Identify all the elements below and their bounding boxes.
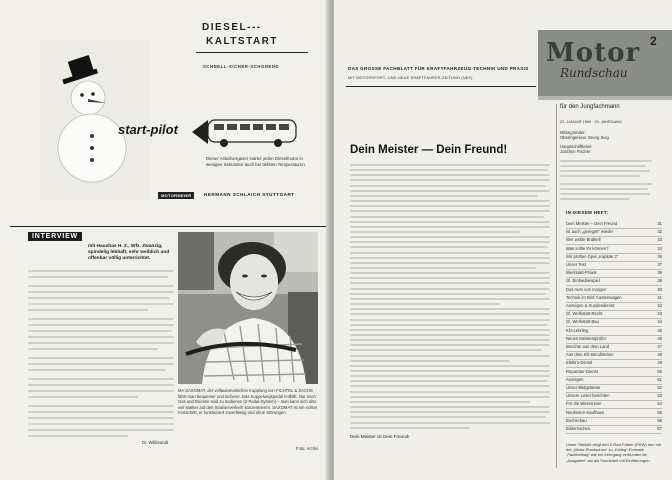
- staff-line-1: Mitbegründer:: [560, 130, 586, 135]
- article-text-line: [350, 401, 530, 403]
- article-text-line: [350, 216, 544, 218]
- toc-item-title: Anzeigen: [566, 376, 584, 382]
- toc-item-page: 40: [657, 286, 662, 292]
- article-text-line: [350, 288, 550, 290]
- ad-copy: Dieser Anlaßvergaser startet jeden Dieselmotor in wenigen Sekunden auch bei tiefsten Temperaturen: [206, 156, 305, 167]
- article-text-line: [350, 370, 550, 372]
- toc-item-title: Unsere Leser berichten: [566, 393, 610, 399]
- article-text-line: [350, 236, 550, 238]
- masthead-kicker-2: MIT MOTORSPORT- UND NEUE KRAFTFAHRER-ZEITUNG (NKZ): [348, 76, 473, 80]
- toc-item-title: Elektro-Dienst: [566, 360, 593, 366]
- article-text-line: [350, 252, 550, 254]
- column-divider: [556, 104, 557, 468]
- section-rule: [10, 226, 326, 227]
- toc-item-title: Wir prüften Opel „Kapitän 2“: [566, 253, 619, 259]
- toc-item[interactable]: [566, 425, 662, 434]
- article-text-line: [350, 200, 550, 202]
- ad-company: HERMANN SCHLAICH STUTTGART: [204, 192, 295, 197]
- toc-item-title: Dein Meister – Dein Freund: [566, 221, 618, 226]
- article-text-line: [350, 385, 550, 387]
- toc-item-title: Kfz-Lehrling: [566, 327, 589, 333]
- article-text-line: [350, 303, 500, 305]
- toc-item-title: Reparatur-Dienst: [566, 368, 598, 374]
- article-text-line: [350, 241, 550, 243]
- article-text-line: [350, 221, 550, 223]
- article-text-line: [350, 416, 546, 418]
- article-text-line: [350, 205, 550, 207]
- toc-item-page: 31: [657, 221, 662, 226]
- interview-author: Dr. Willibrandt: [142, 440, 169, 445]
- toc-item-title: Berichte aus dem Land: [566, 344, 610, 349]
- masthead-strip: [538, 96, 672, 100]
- toc-item-page: 38: [657, 270, 662, 276]
- article-text-line: [350, 293, 546, 295]
- toc-item-page: 55: [657, 409, 662, 415]
- article-text-line: [350, 396, 550, 398]
- article-text-line: [350, 257, 550, 259]
- article-text-line: [350, 334, 550, 336]
- article-text-line: [350, 308, 550, 310]
- toc-item-title: Unser Bildgebieter: [566, 385, 601, 390]
- toc-item-page: 46: [657, 335, 662, 341]
- ad-product-name: start-pilot: [118, 122, 178, 137]
- toc-item-page: 50: [657, 368, 662, 374]
- staff-line-3: Hauptschriftleiter:: [560, 143, 593, 149]
- article-text-line: [350, 246, 548, 248]
- toc-item-title: Wer wollte Bratkell: [566, 237, 601, 243]
- toc-item-page: 52: [657, 385, 662, 390]
- issue-date: 22. JANUAR 1959 · 25. JAHRGANG: [560, 120, 622, 124]
- toc-item-page: 53: [657, 393, 662, 399]
- article-text-line: [350, 391, 550, 393]
- interview-lede: mit Haushas H. Z., Wfz. Zwanzig, spindelig lebhaft, sehr weiblich und offenbar völlig unterrichtet.: [88, 244, 170, 261]
- masthead-logo: Motor: [546, 38, 641, 68]
- toc-heading: IN DIESEM HEFT:: [566, 210, 609, 215]
- article-text-line: [350, 272, 550, 274]
- article-text-line: [350, 344, 550, 346]
- toc-item-title: Unser Test: [566, 262, 586, 267]
- article-text-line: [350, 355, 550, 357]
- toc-item-title: Bildersuchen: [566, 426, 591, 431]
- article-text-line: [350, 282, 550, 284]
- article-text-line: [350, 339, 550, 341]
- toc-item-page: 41: [657, 294, 662, 300]
- toc-item-page: 33: [657, 237, 662, 243]
- article-text-line: [350, 210, 550, 212]
- masthead-logo-sub: Rundschau: [560, 66, 628, 80]
- toc-item-page: 45: [657, 327, 662, 333]
- toc-item-title: Gl. Werkstatt-Bau: [566, 319, 599, 325]
- masthead-kicker: DAS GROSSE FACHBLATT FÜR KRAFTFAHRZEUG-TECHNIK UND PRAXIS: [348, 66, 529, 71]
- toc-item-page: 42: [657, 303, 662, 308]
- toc-item-page: 43: [657, 311, 662, 317]
- article-text-line: [350, 169, 548, 171]
- article-text-line: [350, 179, 550, 181]
- article-headline: Dein Meister — Dein Freund!: [350, 144, 508, 156]
- toc-item-page: 37: [657, 262, 662, 267]
- article-text-line: [350, 360, 510, 362]
- toc-item-title: Neuheiten-Kaufhaus: [566, 409, 605, 415]
- toc-item-title: Buchschau: [566, 417, 587, 423]
- article-text-line: [350, 262, 550, 264]
- article-text-line: [350, 406, 550, 408]
- toc-item-title: Das Auto von morgen: [566, 286, 607, 292]
- article-text-line: [350, 174, 550, 176]
- article-text-line: [350, 195, 538, 197]
- article-text-line: [350, 226, 550, 228]
- article-text-line: [350, 427, 470, 429]
- toc-item-title: Aus dem Kfz-Berufsleben: [566, 352, 614, 358]
- toc-item-page: 57: [657, 426, 662, 431]
- toc-item-page: 34: [657, 245, 662, 251]
- toc-item-page: 32: [657, 229, 662, 235]
- article-text-line: [350, 329, 550, 331]
- toc-item-page: 49: [657, 360, 662, 366]
- kicker-rule: [346, 86, 536, 87]
- toc-item-title: Anzeigen & Kundendienst: [566, 303, 615, 308]
- photo-caption: MA SAXOMAT, der vollautomatischen Kupplung von FICHTEL & SACHS, fährt man bequemer und sicherer. Das Kuppelungspedal entfällt. Nur noch Gas und Bremse sind zu bedienen (2-Pedal-System) – man kann sich also viel stärker auf den Straßenverkehr konzentrieren. SAXOMAT ist ein echter Fortschritt, er funktioniert zuverlässig und ohne Störungen.: [178, 388, 318, 416]
- woman-photo: [178, 232, 318, 384]
- toc-item-title: Ist auch „geregelt“ wieder: [566, 229, 614, 235]
- toc-item-page: 47: [657, 344, 662, 349]
- article-text-line: [350, 324, 548, 326]
- masthead-subtitle: für den Jungfachmann: [560, 104, 620, 110]
- article-text-line: [350, 190, 550, 192]
- right-page: [334, 0, 672, 480]
- toc-item-title: Neues Meistersprüfer: [566, 335, 607, 341]
- ad-rule: [196, 52, 308, 53]
- ad-headline-2: KALTSTART: [206, 36, 279, 47]
- snowman-illustration: [40, 40, 150, 200]
- ad-headline-1: DIESEL---: [202, 22, 262, 33]
- toc-item-page: 36: [657, 253, 662, 259]
- article-text-line: [350, 380, 548, 382]
- article-text-line: [350, 313, 550, 315]
- bus-illustration: [192, 114, 300, 150]
- toc-item-title: Gl. Werkstatt-Recht: [566, 311, 603, 317]
- article-closing: Dein Meister ist Dein Freund!: [350, 434, 410, 439]
- article-text-line: [350, 422, 550, 424]
- staff-line-2: Oberingenieur Georg Sieg: [560, 135, 609, 141]
- toc-item-title: Technik im Bild: Kastenwagen: [566, 294, 622, 300]
- toc-item-title: Für die Winterreise: [566, 401, 602, 407]
- left-page: [0, 0, 333, 480]
- toc-item-page: 48: [657, 352, 662, 358]
- staff-box: [560, 130, 660, 155]
- toc-item-title: Gl. Einbaubeispiel: [566, 278, 600, 284]
- cover-footnote: Unser Titelbild zeigt den 2-Rad-Fahrer (PKW) den mit der „Motor-Rundschau“ zu „Kolleg“-Formate „Fachbeitrag“ wie ein Lehrgang verbunden ist; „Ausgaben“ wir als Sonderteil mit Einführungen.: [566, 442, 661, 463]
- article-text-line: [350, 267, 536, 269]
- article-text-line: [350, 411, 550, 413]
- article-text-line: [350, 375, 550, 377]
- ad-brand-label: MOTORMEIER: [158, 192, 194, 199]
- article-text-line: [350, 164, 550, 166]
- article-text-line: [350, 298, 550, 300]
- article-text-line: [350, 365, 550, 367]
- photo-credit: Foto: Archiv: [296, 446, 319, 451]
- toc-item-title: Werkstatt-Praxis: [566, 270, 597, 276]
- article-text-line: [350, 277, 550, 279]
- staff-line-4: Joachim Fischer: [560, 149, 591, 155]
- article-text-line: [350, 319, 550, 321]
- article-text-line: [350, 185, 546, 187]
- toc-item-page: 39: [657, 278, 662, 284]
- issue-number: 2: [650, 34, 657, 48]
- article-text-line: [350, 349, 542, 351]
- ad-tagline: SCHNELL-SICHER-SCHONEND: [203, 64, 280, 69]
- toc-item-page: 54: [657, 401, 662, 407]
- toc-item-page: 44: [657, 319, 662, 325]
- interview-label: INTERVIEW: [28, 232, 82, 241]
- toc-item-title: Was sollte Ihr können?: [566, 245, 609, 251]
- toc-item-page: 56: [657, 417, 662, 423]
- article-text-line: [350, 231, 520, 233]
- toc-item-page: 51: [657, 376, 662, 382]
